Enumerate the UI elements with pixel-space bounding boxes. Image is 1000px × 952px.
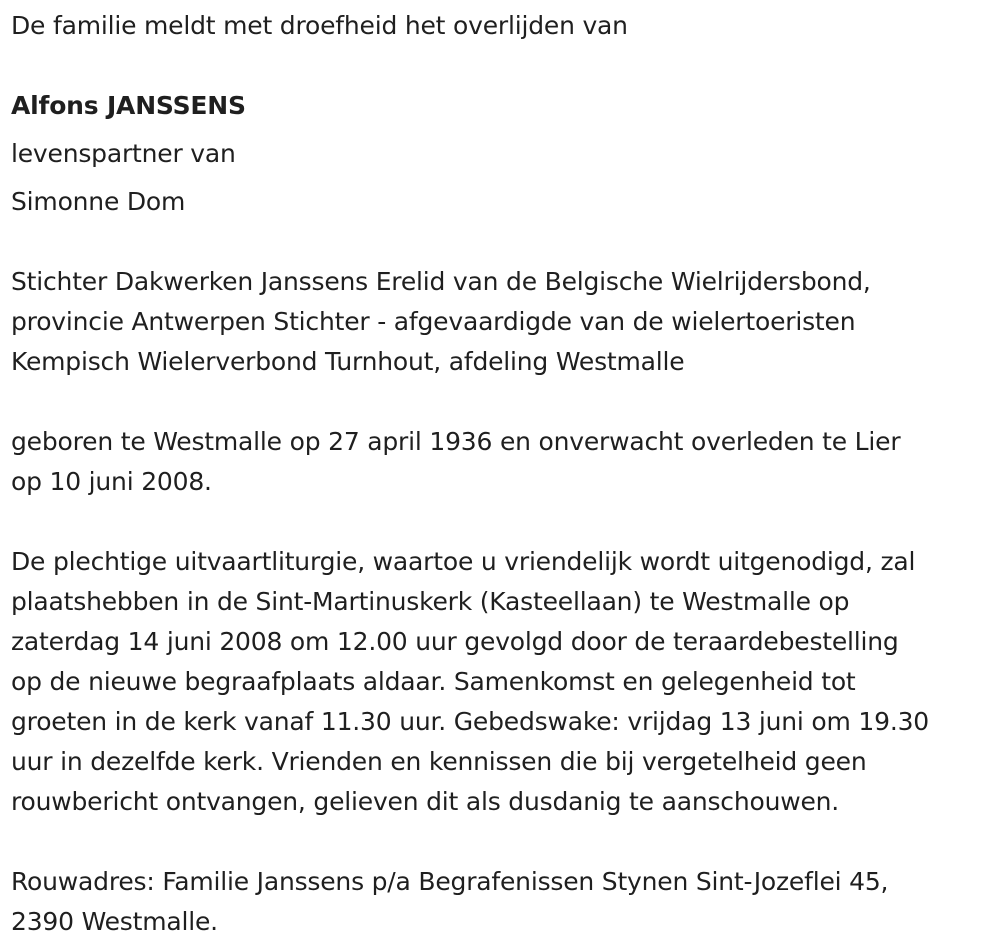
titles-line-3: Kempisch Wielerverbond Turnhout, afdeling Westmalle — [11, 347, 685, 376]
titles-line-1: Stichter Dakwerken Janssens Erelid van de Belgische Wielrijdersbond, — [11, 267, 871, 296]
ceremony-line-7: rouwbericht ontvangen, gelieven dit als dusdanig te aanschouwen. — [11, 787, 840, 816]
partner-name: Simonne Dom — [11, 187, 186, 216]
ceremony-line-6: uur in dezelfde kerk. Vrienden en kennissen die bij vergetelheid geen — [11, 747, 867, 776]
intro-line: De familie meldt met droefheid het overlijden van — [11, 11, 628, 40]
ceremony-line-2: plaatshebben in de Sint-Martinuskerk (Kasteellaan) te Westmalle op — [11, 587, 850, 616]
deceased-name: Alfons JANSSENS — [11, 91, 246, 120]
address-line-1: Rouwadres: Familie Janssens p/a Begrafenissen Stynen Sint-Jozeflei 45, — [11, 867, 889, 896]
life-line-1: geboren te Westmalle op 27 april 1936 en onverwacht overleden te Lier — [11, 427, 901, 456]
ceremony-line-3: zaterdag 14 juni 2008 om 12.00 uur gevolgd door de teraardebestelling — [11, 627, 899, 656]
life-line-2: op 10 juni 2008. — [11, 467, 212, 496]
ceremony-line-4: op de nieuwe begraafplaats aldaar. Samenkomst en gelegenheid tot — [11, 667, 856, 696]
relation-line: levenspartner van — [11, 139, 236, 168]
titles-line-2: provincie Antwerpen Stichter - afgevaardigde van de wielertoeristen — [11, 307, 856, 336]
ceremony-line-5: groeten in de kerk vanaf 11.30 uur. Gebedswake: vrijdag 13 juni om 19.30 — [11, 707, 929, 736]
ceremony-line-1: De plechtige uitvaartliturgie, waartoe u vriendelijk wordt uitgenodigd, zal — [11, 547, 916, 576]
address-line-2: 2390 Westmalle. — [11, 907, 218, 936]
